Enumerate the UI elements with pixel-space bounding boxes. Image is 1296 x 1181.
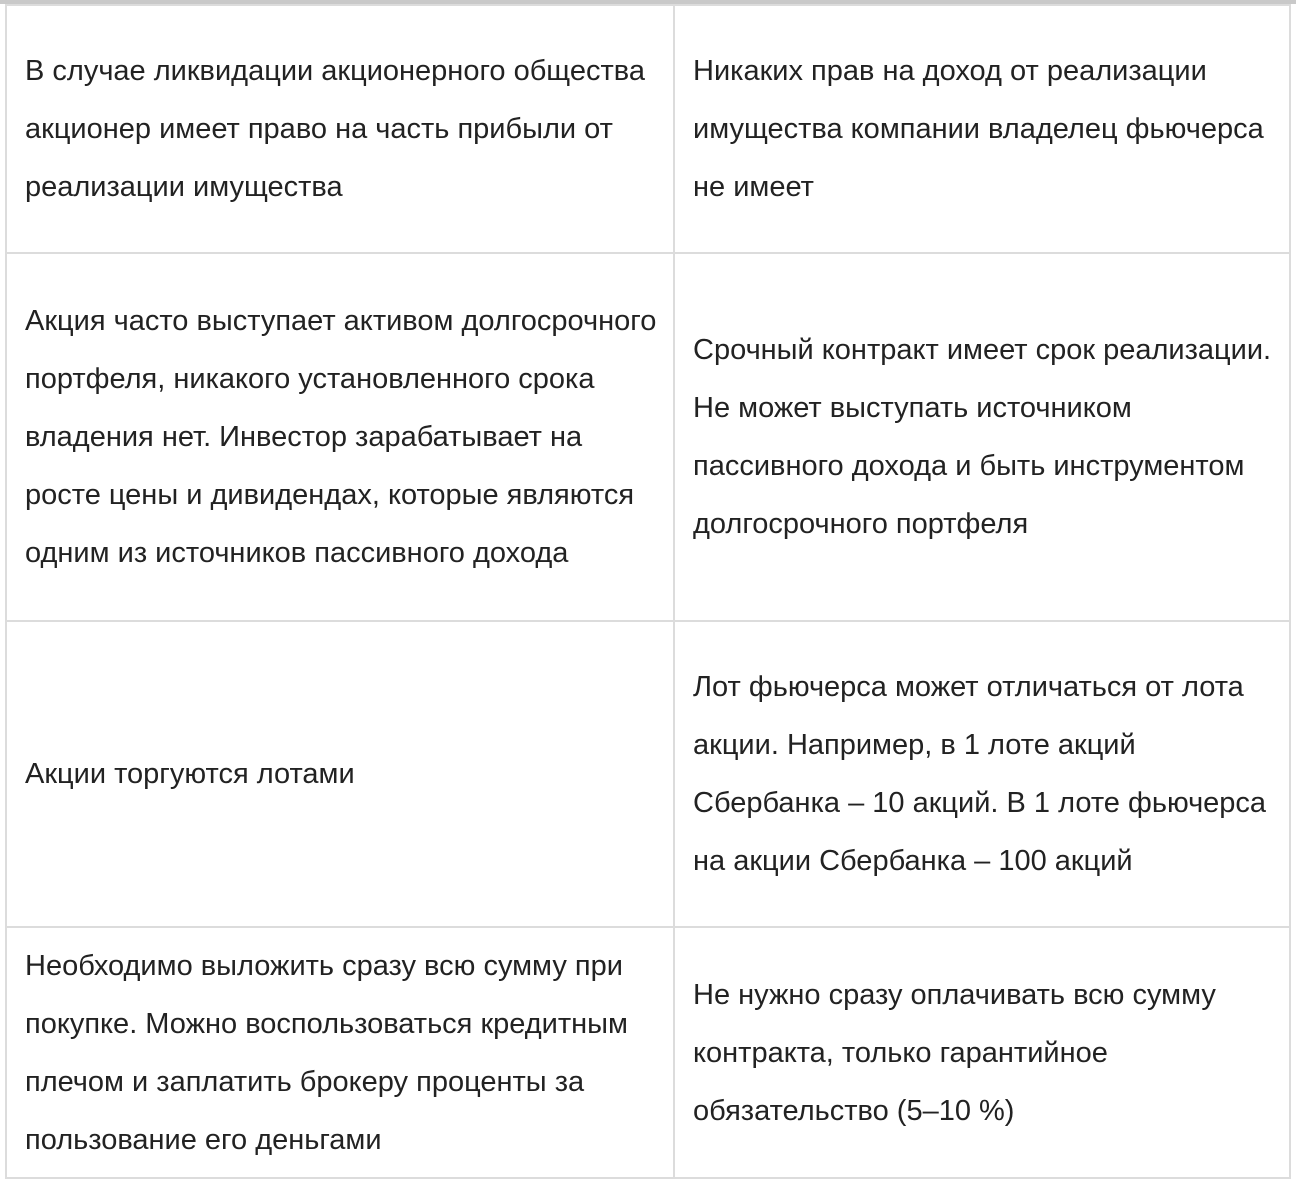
futures-cell: Срочный контракт имеет срок реализации. Не может выступать источником пассивного дохода и быть инструментом долгосрочного портфеля bbox=[674, 253, 1290, 621]
stock-cell: Необходимо выложить сразу всю сумму при покупке. Можно воспользоваться кредитным плечом и заплатить брокеру проценты за пользование его деньгами bbox=[6, 927, 674, 1178]
futures-cell: Никаких прав на доход от реализации имущества компании владелец фьючерса не имеет bbox=[674, 5, 1290, 253]
futures-cell: Не нужно сразу оплачивать всю сумму контракта, только гарантийное обязательство (5–10 %) bbox=[674, 927, 1290, 1178]
table-row bbox=[6, 5, 1290, 253]
stock-cell: В случае ликвидации акционерного общества акционер имеет право на часть прибыли от реализации имущества bbox=[6, 5, 674, 253]
futures-cell: Лот фьючерса может отличаться от лота акции. Например, в 1 лоте акций Сбербанка – 10 акций. В 1 лоте фьючерса на акции Сбербанка – 100 акций bbox=[674, 621, 1290, 927]
table-row bbox=[6, 621, 1290, 927]
stock-cell: Акция часто выступает активом долгосрочного портфеля, никакого установленного срока владения нет. Инвестор зарабатывает на росте цены и дивидендах, которые являются одним из источников пассивного дохода bbox=[6, 253, 674, 621]
stock-cell: Акции торгуются лотами bbox=[6, 621, 674, 927]
table-row bbox=[6, 927, 1290, 1178]
table-row bbox=[6, 253, 1290, 621]
comparison-table bbox=[5, 4, 1291, 1179]
